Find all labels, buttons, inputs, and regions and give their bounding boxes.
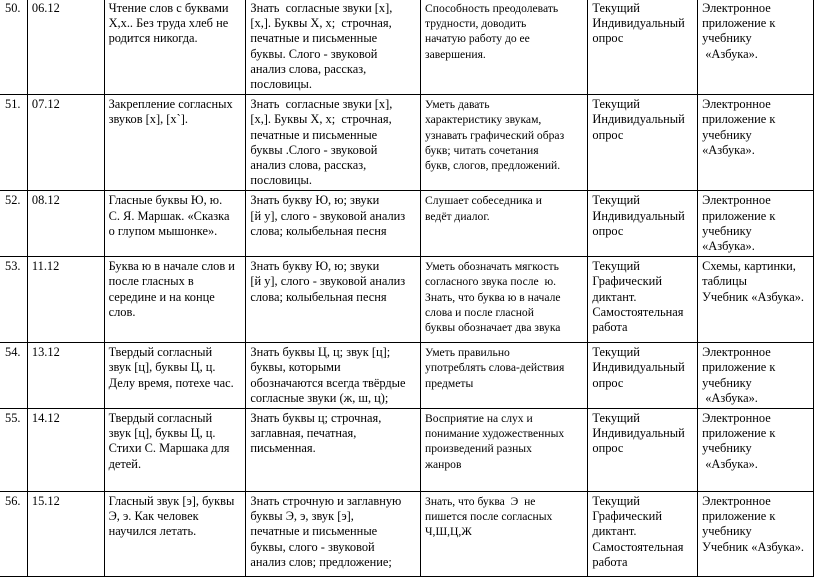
lesson-resources-cell — [698, 257, 814, 343]
lesson-skills-line: характеристику звукам, — [425, 113, 542, 127]
lesson-skills-line: понимание художественных — [425, 427, 565, 441]
lesson-topic-line: научился летать. — [108, 524, 197, 539]
lesson-date-cell: 06.12 — [27, 0, 104, 95]
lesson-knowledge-cell — [246, 257, 421, 343]
lesson-skills-line: завершения. — [425, 47, 486, 61]
lesson-skills-line: слова и после гласной — [425, 305, 534, 319]
lesson-knowledge-cell — [246, 343, 421, 409]
lesson-knowledge-line: Знать строчную и заглавную — [250, 494, 402, 509]
lesson-resources-line: Электронное — [702, 345, 771, 360]
lesson-knowledge-line: Знать буквы Ц, ц; звук [ц]; — [250, 345, 391, 360]
lesson-resources-cell — [698, 409, 814, 492]
lesson-control-line: Текущий — [592, 411, 640, 426]
lesson-control-line: Индивидуальный — [592, 426, 685, 441]
lesson-topic-line: о глупом мышонке». — [108, 223, 218, 238]
lesson-control-line: опрос — [592, 31, 624, 46]
lesson-resources-line: приложение к — [702, 426, 776, 441]
lesson-date-cell: 07.12 — [27, 95, 104, 191]
lesson-resources-cell — [698, 0, 814, 95]
lesson-knowledge-line: [х,]. Буквы Х, х; строчная, — [250, 112, 392, 127]
lesson-knowledge-line: буквы .Слого - звуковой — [250, 142, 378, 157]
lesson-topic-line: Гласные буквы Ю, ю. — [108, 193, 223, 208]
lesson-control-line: Текущий — [592, 193, 640, 208]
lesson-skills-cell — [421, 0, 588, 95]
lesson-date-cell: 13.12 — [27, 343, 104, 409]
lesson-resources-cell — [698, 95, 814, 191]
lesson-resources-line: Электронное — [702, 193, 771, 208]
lesson-skills-line: Уметь обозначать мягкость — [425, 260, 559, 274]
lesson-knowledge-cell — [246, 95, 421, 191]
lesson-knowledge-line: буквы Э, э, звук [э], — [250, 509, 354, 524]
lesson-resources-line: учебнику — [702, 127, 752, 142]
lesson-topic-cell — [104, 343, 246, 409]
lesson-resources-line: Электронное — [702, 494, 771, 509]
lesson-control-cell — [588, 492, 698, 577]
lesson-resources-line: «Азбука». — [702, 390, 758, 405]
lesson-skills-line: Ч,Ш,Ц,Ж — [425, 525, 472, 539]
lesson-knowledge-cell — [246, 0, 421, 95]
lesson-knowledge-line: печатные и письменные — [250, 31, 378, 46]
lesson-resources-line: «Азбука». — [702, 239, 755, 254]
lesson-resources-line: приложение к — [702, 16, 776, 31]
lesson-topic-cell — [104, 0, 246, 95]
lesson-control-line: Самостоятельная — [592, 304, 684, 319]
lesson-resources-line: учебнику — [702, 375, 752, 390]
lesson-knowledge-line: Знать букву Ю, ю; звуки — [250, 259, 380, 274]
table-row — [0, 343, 814, 409]
lesson-control-line: Текущий — [592, 1, 640, 15]
lesson-resources-line: «Азбука». — [702, 142, 755, 157]
lesson-knowledge-line: анализ слова, рассказ, — [250, 158, 367, 173]
lesson-control-line: Текущий — [592, 345, 640, 360]
lesson-knowledge-cell — [246, 191, 421, 257]
lesson-knowledge-line: анализ слова, рассказ, — [250, 61, 367, 76]
lesson-control-cell — [588, 409, 698, 492]
lesson-topic-line: Чтение слов с буквами — [108, 1, 229, 15]
lesson-knowledge-line: буквы, слого - звуковой — [250, 539, 375, 554]
lesson-date-cell: 14.12 — [27, 409, 104, 492]
lesson-skills-line: букв; читать сочетания — [425, 143, 539, 157]
lesson-number-cell: 50. — [0, 0, 27, 95]
lesson-resources-line: Учебник «Азбука». — [702, 289, 804, 304]
lesson-topic-line: Гласный звук [э], буквы — [108, 494, 235, 509]
table-row — [0, 0, 814, 95]
lesson-resources-line: Схемы, картинки, — [702, 259, 796, 274]
lesson-control-line: работа — [592, 320, 628, 335]
lesson-resources-line: учебнику — [702, 524, 752, 539]
lesson-control-cell — [588, 191, 698, 257]
lesson-knowledge-line: [й у], слого - звуковой анализ — [250, 208, 406, 223]
lesson-skills-line: Уметь правильно — [425, 346, 510, 360]
lesson-date-cell: 15.12 — [27, 492, 104, 577]
lesson-skills-line: Знать, что буква ю в начале — [425, 290, 561, 304]
lesson-knowledge-line: буквы, которыми — [250, 360, 341, 375]
lesson-knowledge-line: печатные и письменные — [250, 524, 378, 539]
lesson-topic-line: Твердый согласный — [108, 411, 213, 426]
lesson-skills-line: согласного звука после ю. — [425, 275, 557, 289]
lesson-skills-line: буквы обозначает два звука — [425, 321, 561, 335]
lesson-topic-line: детей. — [108, 456, 142, 471]
lesson-skills-cell — [421, 95, 588, 191]
lesson-control-line: опрос — [592, 223, 624, 238]
lesson-topic-line: звуков [х], [х`]. — [108, 112, 188, 127]
lesson-knowledge-line: письменная. — [250, 441, 316, 456]
lesson-resources-line: «Азбука». — [702, 46, 758, 61]
lesson-topic-cell — [104, 257, 246, 343]
lesson-skills-line: узнавать графический образ — [425, 128, 565, 142]
lesson-resources-line: Учебник «Азбука». — [702, 539, 804, 554]
lesson-control-line: диктант. — [592, 289, 637, 304]
lesson-topic-line: Буква ю в начале слов и — [108, 259, 235, 274]
lesson-topic-cell — [104, 492, 246, 577]
lesson-knowledge-line: [х,]. Буквы Х, х; строчная, — [250, 16, 392, 31]
lesson-skills-cell — [421, 492, 588, 577]
lesson-topic-line: середине и на конце — [108, 289, 215, 304]
lesson-control-line: опрос — [592, 441, 624, 456]
lesson-knowledge-line: согласные звуки (ж, ш, ц); — [250, 390, 389, 405]
lesson-knowledge-cell — [246, 409, 421, 492]
lesson-knowledge-line: заглавная, печатная, — [250, 426, 357, 441]
lesson-topic-cell — [104, 95, 246, 191]
lesson-control-line: Текущий — [592, 97, 640, 112]
lesson-date-cell: 11.12 — [27, 257, 104, 343]
lesson-control-cell — [588, 257, 698, 343]
lesson-resources-cell — [698, 343, 814, 409]
lesson-resources-line: приложение к — [702, 509, 776, 524]
table-row — [0, 95, 814, 191]
lesson-skills-cell — [421, 257, 588, 343]
lesson-control-line: Самостоятельная — [592, 539, 684, 554]
table-row — [0, 409, 814, 492]
lesson-control-line: работа — [592, 554, 628, 569]
lesson-topic-line: звук [ц], буквы Ц, ц. — [108, 360, 216, 375]
lesson-resources-cell — [698, 492, 814, 577]
lesson-control-cell — [588, 0, 698, 95]
lesson-knowledge-line: Знать буквы ц; строчная, — [250, 411, 382, 426]
lesson-topic-line: родится никогда. — [108, 31, 198, 46]
lesson-resources-line: Электронное — [702, 1, 771, 15]
table-row — [0, 191, 814, 257]
lesson-control-line: Текущий — [592, 494, 640, 509]
lesson-resources-line: учебнику — [702, 31, 752, 46]
lesson-knowledge-line: пословицы. — [250, 77, 312, 92]
lesson-number-cell: 54. — [0, 343, 27, 409]
lesson-control-line: Графический — [592, 274, 662, 289]
lesson-knowledge-cell — [246, 492, 421, 577]
lesson-control-line: Текущий — [592, 259, 640, 274]
lesson-knowledge-line: буквы. Слого - звуковой — [250, 46, 378, 61]
lesson-topic-cell — [104, 191, 246, 257]
lesson-topic-line: Закрепление согласных — [108, 97, 233, 112]
lesson-skills-line: Слушает собеседника и — [425, 194, 542, 208]
lesson-skills-line: Способность преодолевать — [425, 2, 559, 15]
lesson-knowledge-line: Знать согласные звуки [х], — [250, 1, 393, 15]
lesson-resources-line: приложение к — [702, 208, 776, 223]
lesson-skills-line: начатую работу до ее — [425, 32, 530, 46]
lesson-knowledge-line: Знать букву Ю, ю; звуки — [250, 193, 380, 208]
lesson-resources-line: приложение к — [702, 360, 776, 375]
lesson-skills-line: пишется после согласных — [425, 510, 553, 524]
lesson-knowledge-line: обозначаются всегда твёрдые — [250, 375, 406, 390]
lesson-skills-line: употреблять слова-действия — [425, 361, 565, 375]
lesson-resources-line: учебнику — [702, 441, 752, 456]
lesson-control-line: опрос — [592, 375, 624, 390]
lesson-skills-line: предметы — [425, 376, 474, 390]
lesson-skills-line: ведёт диалог. — [425, 209, 490, 223]
lesson-skills-line: трудности, доводить — [425, 17, 527, 31]
lesson-resources-line: таблицы — [702, 274, 747, 289]
lesson-skills-line: Знать, что буква Э не — [425, 495, 536, 509]
lesson-control-cell — [588, 95, 698, 191]
lesson-topic-line: после гласных в — [108, 274, 194, 289]
lesson-skills-cell — [421, 343, 588, 409]
lesson-topic-line: Твердый согласный — [108, 345, 213, 360]
lesson-skills-line: произведений разных — [425, 442, 532, 456]
lesson-number-cell: 52. — [0, 191, 27, 257]
lesson-resources-line: «Азбука». — [702, 456, 758, 471]
lesson-topic-line: Делу время, потехе час. — [108, 375, 234, 390]
lesson-topic-line: С. Я. Маршак. «Сказка — [108, 208, 230, 223]
lesson-knowledge-line: слова; колыбельная песня — [250, 289, 387, 304]
lesson-resources-line: Электронное — [702, 411, 771, 426]
lesson-resources-cell — [698, 191, 814, 257]
lesson-control-cell — [588, 343, 698, 409]
table-row — [0, 257, 814, 343]
lesson-skills-line: Уметь давать — [425, 98, 490, 112]
lesson-skills-line: Восприятие на слух и — [425, 412, 533, 426]
lesson-topic-line: Стихи С. Маршака для — [108, 441, 230, 456]
lesson-control-line: Индивидуальный — [592, 16, 685, 31]
lesson-number-cell: 56. — [0, 492, 27, 577]
lesson-date-cell: 08.12 — [27, 191, 104, 257]
lesson-knowledge-line: печатные и письменные — [250, 127, 378, 142]
lesson-knowledge-line: слова; колыбельная песня — [250, 223, 387, 238]
lesson-resources-line: учебнику — [702, 223, 752, 238]
lesson-number-cell: 53. — [0, 257, 27, 343]
lesson-skills-cell — [421, 191, 588, 257]
lesson-knowledge-line: пословицы. — [250, 173, 312, 188]
lesson-knowledge-line: Знать согласные звуки [х], — [250, 97, 393, 112]
table-row — [0, 492, 814, 577]
lesson-skills-cell — [421, 409, 588, 492]
lesson-topic-line: слов. — [108, 304, 136, 319]
lesson-control-line: Индивидуальный — [592, 360, 685, 375]
lesson-number-cell: 51. — [0, 95, 27, 191]
lesson-control-line: Индивидуальный — [592, 112, 685, 127]
lesson-resources-line: Электронное — [702, 97, 771, 112]
lesson-control-line: Графический — [592, 509, 662, 524]
lesson-skills-line: жанров — [425, 457, 462, 471]
lesson-knowledge-line: [й у], слого - звуковой анализ — [250, 274, 406, 289]
lesson-resources-line: приложение к — [702, 112, 776, 127]
lesson-control-line: диктант. — [592, 524, 637, 539]
lesson-topic-line: звук [ц], буквы Ц, ц. — [108, 426, 216, 441]
lesson-number-cell: 55. — [0, 409, 27, 492]
lesson-skills-line: букв, слогов, предложений. — [425, 159, 561, 173]
lesson-topic-cell — [104, 409, 246, 492]
lesson-topic-line: Х,х.. Без труда хлеб не — [108, 16, 229, 31]
lesson-topic-line: Э, э. Как человек — [108, 509, 199, 524]
lesson-knowledge-line: анализ слов; предложение; — [250, 554, 392, 569]
lesson-control-line: опрос — [592, 127, 624, 142]
lesson-control-line: Индивидуальный — [592, 208, 685, 223]
